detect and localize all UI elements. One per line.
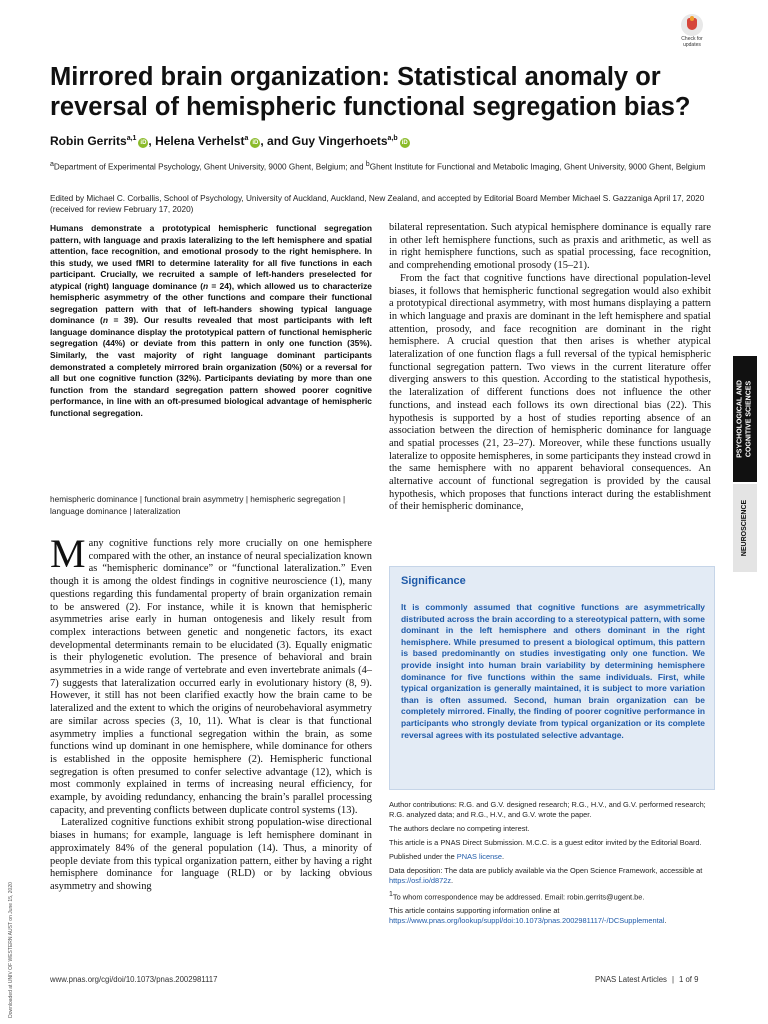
keywords: hemispheric dominance | functional brain asymmetry | hemispheric segregation | language dominance | lateralization bbox=[50, 494, 346, 516]
orcid-icon[interactable]: iD bbox=[252, 140, 259, 146]
section-tab-label-line: PSYCHOLOGICAL AND bbox=[736, 380, 744, 458]
supporting-text: This article contains supporting information online at bbox=[389, 906, 560, 916]
affiliation-marker: a bbox=[50, 161, 54, 168]
orcid-icon[interactable]: iD bbox=[140, 140, 147, 146]
deposition-text: . bbox=[451, 875, 454, 885]
abstract-text: = 24), which allowed us to characterize hemispheric asymmetry of the other functions and compare their functional segregation pattern with that of left-handers showing typical language dominance ( bbox=[50, 280, 372, 326]
body-paragraph: bilateral representation. Such atypical hemisphere dominance is equally rare in other left hemisphere functions, such as praxis and arithmetic, as well as in right hemisphere functions, such as spatial processing, face recognition, and comprehending emotional prosody (15–21). bbox=[389, 222, 711, 272]
body-paragraph bbox=[50, 531, 372, 817]
supporting-text: . bbox=[664, 916, 667, 926]
section-tab-label-line: COGNITIVE SCIENCES bbox=[745, 380, 752, 458]
footer-page-info bbox=[595, 975, 698, 984]
author-separator: , bbox=[148, 134, 156, 148]
page-number: 1 of 9 bbox=[678, 975, 699, 984]
correspondence-text: To whom correspondence may be addressed. Email: robin.gerrits@ugent.be. bbox=[392, 892, 645, 902]
license-text: Published under the bbox=[389, 851, 457, 861]
significance-heading: Significance bbox=[401, 575, 466, 587]
orcid-icon[interactable]: iD bbox=[401, 140, 408, 146]
affiliation-text: Ghent Institute for Functional and Metabolic Imaging, Ghent University, 9000 Ghent, Belgium bbox=[369, 162, 706, 172]
submission-note: This article is a PNAS Direct Submission. M.C.C. is a guest editor invited by the Editorial Board. bbox=[389, 837, 702, 847]
abstract-text: Humans demonstrate a prototypical hemispheric functional segregation pattern, with language and praxis lateralizing to the left hemisphere and spatial attention, face recognition, and emotional prosody to the right hemisphere. In this study, we used fMRI to determine laterality for all five functions in each participant. Crucially, we recruited a sample of left-handers preselected for atypical (right) language dominance ( bbox=[50, 223, 372, 291]
supporting-info-note bbox=[389, 906, 715, 926]
author-notes bbox=[389, 800, 715, 930]
license-text: . bbox=[501, 851, 505, 861]
author-name[interactable]: Helena Verhelst bbox=[155, 134, 245, 148]
author-name[interactable]: Robin Gerrits bbox=[50, 134, 127, 148]
license-note bbox=[389, 852, 715, 862]
article-title: Mirrored brain organization: Statistical anomaly or reversal of hemispheric functional segregation bias? bbox=[50, 63, 691, 121]
footer-doi-url[interactable]: www.pnas.org/cgi/doi/10.1073/pnas.2002981117 bbox=[50, 975, 218, 984]
left-column-body bbox=[50, 531, 372, 894]
section-tab-label: NEUROSCIENCE bbox=[740, 499, 748, 557]
competing-interest: The authors declare no competing interest. bbox=[389, 824, 530, 834]
drop-cap: M bbox=[50, 531, 86, 576]
author-name[interactable]: Guy Vingerhoets bbox=[291, 134, 388, 148]
journal-name: PNAS Latest Articles bbox=[595, 975, 667, 984]
paragraph-text: any cognitive functions rely more crucially on one hemisphere compared with the other, an instance of neural specialization known as “hemispheric dominance” or “functional lateralization.” Even though it is among the oldest findings in cognitive neuroscience (1), many questions regarding this fundamental property of brain organization remain to be answered (2). For instance, while it is known that hemispheric asymmetries arise early in human ontogenesis and likely result from complex interactions between genetic and nongenetic factors, its exact developmental determinants remain to be elucidated (3). Equally enigmatic is their phylogenetic evolution. The presence of behavioral and brain asymmetries in a wide range of vertebrate and even invertebrate animals (4–7) suggests that lateralization occurred early in evolutionary history (8, 9). However, it still has not been clarified exactly how the brain came to be lateralized and the extent to which the origins of neurobehavioral asymmetry are similar across species (3, 10, 11). What is clear is that functional asymmetry implies a functional segregation within the brain, as some functions wind up dominant in one hemisphere, while dominance for others is established in the opposite hemisphere (2). Hemispheric functional segregation is often presumed to confer selective advantage (12), which is most commonly explained in terms of increasing neural efficiency, for example, by avoiding redundancy, enhancing the brain’s parallel processing capacity, and preventing conflicts between duplicate control systems (13). bbox=[50, 538, 372, 816]
abstract-text: = 39). Our results revealed that most participants with left language dominance display the prototypical pattern of functional hemispheric segregation (44%) or deviate from this pattern in only one function (35%). Similarly, the vast majority of right language dominant participants demonstrated a completely mirrored brain organization (50%) or a reversal for all but one cognitive function (32%). Participants deviating by more than one function from the standard segregation pattern showed poorer cognitive performance, in line with an oft-presumed biological advantage of hemispheric functional segregation. bbox=[50, 315, 372, 418]
section-tab-label bbox=[737, 380, 754, 458]
author-affiliation-sup: a bbox=[244, 135, 249, 142]
crossmark-icon bbox=[681, 14, 703, 36]
right-column-body bbox=[389, 222, 711, 514]
osf-link[interactable]: https://osf.io/d872z bbox=[389, 875, 452, 885]
supplemental-link[interactable]: https://www.pnas.org/lookup/suppl/doi:10.1073/pnas.2002981117/-/DCSupplemental bbox=[389, 916, 665, 926]
author-list bbox=[50, 134, 710, 148]
license-link[interactable]: PNAS license bbox=[456, 851, 502, 861]
section-tab-psychological-cognitive-sciences[interactable] bbox=[733, 356, 757, 482]
author-affiliation-sup: a,1 bbox=[126, 135, 137, 142]
deposition-text: Data deposition: The data are publicly available via the Open Science Framework, accessible at bbox=[389, 865, 703, 875]
download-watermark bbox=[6, 880, 16, 1020]
footer-separator: | bbox=[671, 975, 674, 984]
body-paragraph: From the fact that cognitive functions have directional population-level biases, it follows that hemispheric functional segregation would also exhibit a prototypical directional asymmetry, with most humans displaying a pattern in which language and praxis are dominant in the left hemisphere and spatial attention, prosody, and face recognition are dominant in the right hemisphere. A crucial question that then arises is whether atypical lateralization of one function flags a full reversal of the typical hemispheric functional segregation pattern. Two views in the current literature offer diverging answers to this question. According to the statistical hypothesis, the lateralization of different functions does not influence the other functions, and instead each follows its own directional bias (22). This hypothesis is supported by a host of studies reporting absence of an association between the direction of hemispheric dominance for language and spatial processes (21, 23–27). Moreover, while these functions usually lateralize to opposite hemispheres, in some participants they instead crowd in the same hemisphere with no apparent behavioral consequences. An alternative account of functional segregation is provided by the causal hypothesis, which proposes that functions interact during the establishment of their hemispheric dominance, bbox=[389, 272, 711, 513]
body-paragraph: Lateralized cognitive functions exhibit strong population-wise directional biases in humans; for example, language is left hemisphere dominant in approximately 84% of the general population (14). Thus, a minority of people deviate from this typical organization pattern, either by having a right hemisphere dominance for language (RLD) or by lacking obvious asymmetry and showing bbox=[50, 817, 372, 892]
correspondence-marker: 1 bbox=[389, 890, 393, 898]
significance-box bbox=[389, 566, 715, 790]
affiliation-text: Department of Experimental Psychology, Ghent University, 9000 Ghent, Belgium; and bbox=[53, 162, 366, 172]
watermark-text: Downloaded at UNIV OF WESTERN AUST on June 15, 2020 bbox=[8, 882, 14, 1018]
correspondence-note bbox=[389, 890, 715, 903]
affiliation-marker: b bbox=[365, 161, 370, 168]
section-tab-neuroscience[interactable] bbox=[733, 484, 757, 572]
abstract-variable: n bbox=[102, 315, 108, 326]
data-deposition bbox=[389, 866, 715, 886]
affiliations bbox=[50, 160, 710, 173]
abstract bbox=[50, 223, 372, 419]
author-separator: , and bbox=[260, 134, 292, 148]
check-for-updates-badge[interactable] bbox=[678, 14, 706, 48]
edited-by-note: Edited by Michael C. Corballis, School of Psychology, University of Auckland, Auckland, New Zealand, and accepted by Editorial Board Member Michael S. Gazzaniga April 17, 2020 (received for review February 17, 2020) bbox=[50, 194, 705, 214]
author-contributions: Author contributions: R.G. and G.V. designed research; R.G., H.V., and G.V. performed research; R.G. analyzed data; and R.G., H.V., and G.V. wrote the paper. bbox=[389, 800, 706, 820]
author-affiliation-sup: a,b bbox=[387, 135, 398, 142]
check-for-updates-label: Check for updates bbox=[681, 36, 703, 48]
significance-text: It is commonly assumed that cognitive functions are asymmetrically distributed across the brain according to a stereotypical pattern, with some dominant in the left hemisphere and others dominant in the right hemisphere. While presumed to present a biological optimum, this pattern is based predominantly on studies investigating only one function. We provide insight into human brain variability by determining hemisphere dominance for five functions within the same individuals. First, while typical organization is generally maintained, it is subject to more variation than is often assumed. Second, human brain organization can be completely mirrored. Finally, the finding of poorer cognitive performance in participants who strongly deviate from typical organization or its complete reversal agrees with its postulated selective advantage. bbox=[401, 602, 705, 740]
abstract-variable: n bbox=[203, 280, 209, 291]
